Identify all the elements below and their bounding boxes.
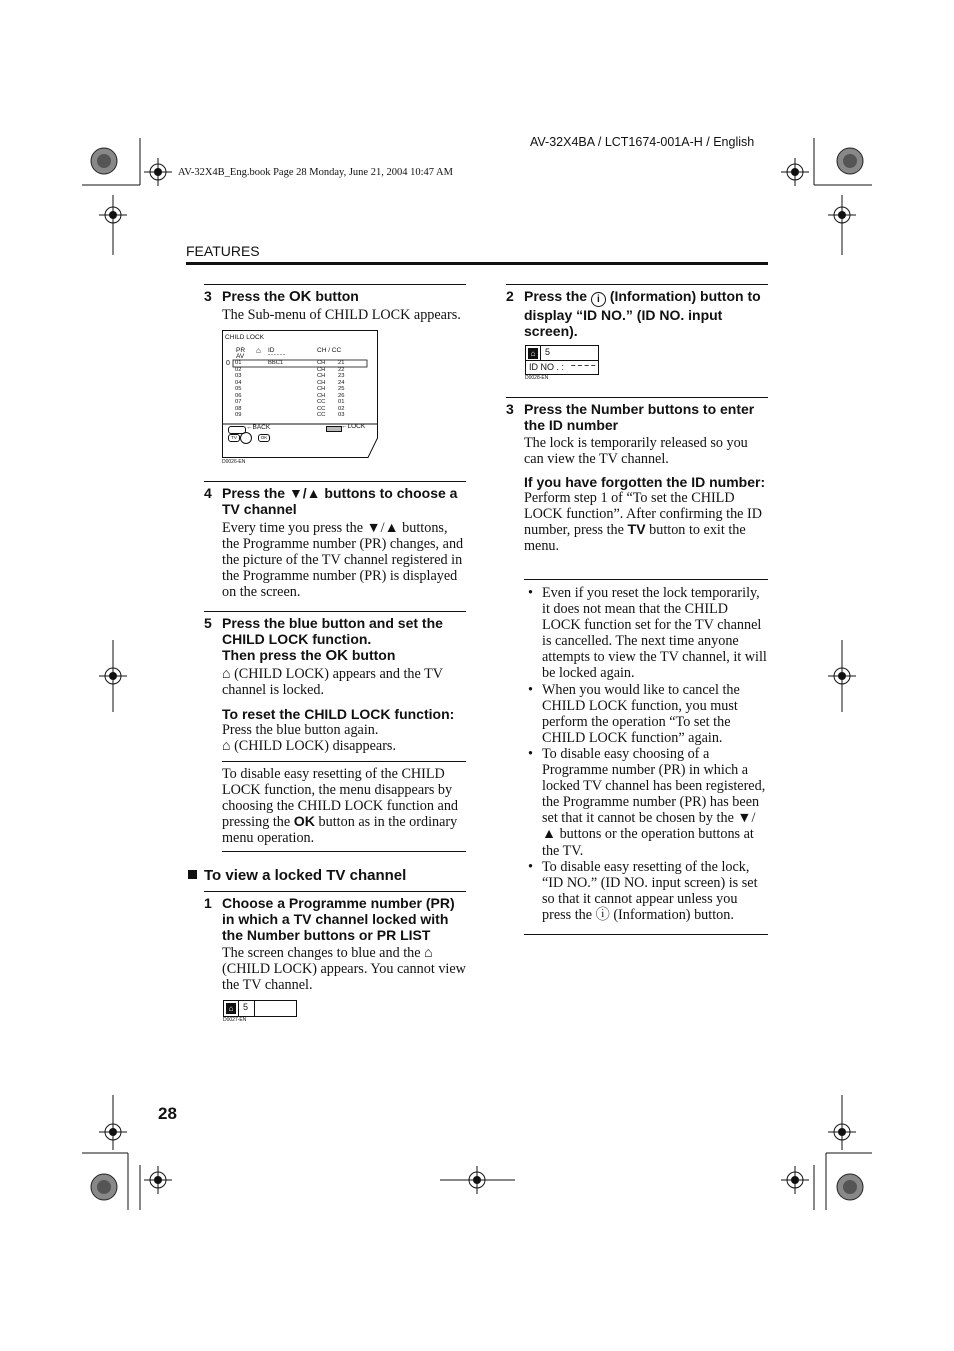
step-number: 3 xyxy=(204,288,212,304)
child-lock-icon: ⌂ xyxy=(222,666,235,682)
step-title-part: button xyxy=(347,647,396,663)
step-title: Choose a Programme number (PR) in which a TV channel locked with the Number buttons or PR LIST xyxy=(222,895,455,943)
menu-col-ch: CH / CC xyxy=(317,347,342,354)
menu-cell-pr: 07 xyxy=(235,399,242,405)
divider xyxy=(222,851,466,852)
tv-glyph: TV xyxy=(627,522,646,538)
figure-code: D0027-EN xyxy=(223,1017,247,1023)
menu-cell-cc: 01 xyxy=(338,399,345,405)
lock-icon: ⌂ xyxy=(256,346,261,355)
blue-button-icon xyxy=(326,426,342,432)
menu-col-id: ID xyxy=(268,347,275,354)
lock-display-box xyxy=(223,1000,297,1017)
menu-cell-ch: CH xyxy=(317,373,326,379)
reset-line-1: Press the blue button again. xyxy=(222,722,379,738)
menu-cell-ch: CH xyxy=(317,392,326,399)
book-info-line: AV-32X4B_Eng.book Page 28 Monday, June 21, 2004 10:47 AM xyxy=(178,167,453,178)
dpad-icon xyxy=(240,432,252,444)
list-item: • When you would like to cancel the CHILD LOCK function, you must perform the operation “To set the CHILD LOCK function” again. xyxy=(524,682,768,746)
menu-cell-ch: CH xyxy=(317,386,326,392)
figure-code: D0026-EN xyxy=(222,459,246,465)
divider xyxy=(506,284,768,285)
divider xyxy=(524,579,768,580)
square-bullet-icon xyxy=(188,870,197,879)
id-dashes: ------ xyxy=(268,352,286,358)
menu-cell-ch: CC xyxy=(317,405,326,412)
divider xyxy=(222,761,466,762)
menu-cell-pr: 06 xyxy=(235,392,242,399)
ok-glyph: OK xyxy=(325,647,348,664)
right-step-3-block xyxy=(506,401,768,554)
id-no-label: ID NO . : xyxy=(529,362,565,372)
menu-col-pr: PR xyxy=(236,347,246,354)
step-number: 1 xyxy=(204,895,212,911)
right-step-2-block: 2 Press the i (Information) button to display “ID NO.” (ID NO. input screen). xyxy=(506,288,761,339)
menu-cell-cc: 02 xyxy=(338,405,345,412)
header-rule xyxy=(186,262,768,265)
menu-cell-cc: 26 xyxy=(338,392,345,399)
step-number: 2 xyxy=(506,288,514,304)
divider xyxy=(204,481,466,482)
menu-cell-pr: 01 xyxy=(235,360,242,366)
reset-title: To reset the CHILD LOCK function: xyxy=(222,706,455,722)
lock-label: ←LOCK xyxy=(341,423,366,430)
divider xyxy=(506,397,768,398)
menu-cell-cc: 23 xyxy=(338,373,345,379)
ok-glyph: OK xyxy=(293,814,315,830)
back-label: ←BACK xyxy=(246,424,271,431)
note-text: To disable easy resetting of the CHILD LOCK function, the menu disappears by choosing the CHILD LOCK function and pressing the OK button as in the ordinary menu operation. xyxy=(222,766,459,846)
box-divider xyxy=(540,346,541,360)
ok-button-icon: OK xyxy=(258,434,270,442)
figure-code: D0028-EN xyxy=(525,375,549,381)
menu-cell-ch: CH xyxy=(317,360,326,366)
menu-cell-cc: 03 xyxy=(338,412,345,418)
step-body: The screen changes to blue and the ⌂ (CHILD LOCK) appears. You cannot view the TV channel. xyxy=(222,945,466,993)
info-icon: i xyxy=(591,292,606,307)
forgot-title: If you have forgotten the ID number: xyxy=(524,474,766,490)
menu-cell-pr: 09 xyxy=(235,412,242,418)
step-body: Every time you press the ▼/▲ buttons, the Programme number (PR) changes, and the picture of the TV channel registered in the Programme number (PR) is displayed on the screen. xyxy=(222,520,464,600)
section-title: FEATURES xyxy=(186,243,260,259)
lock-icon: ⌂ xyxy=(528,348,538,359)
step-body: The Sub-menu of CHILD LOCK appears. xyxy=(222,307,461,323)
page-number: 28 xyxy=(158,1104,177,1123)
menu-rows xyxy=(234,360,368,419)
ok-glyph: OK xyxy=(288,288,312,305)
channel-number: 5 xyxy=(243,1002,249,1012)
menu-title: CHILD LOCK xyxy=(225,334,265,341)
box-divider xyxy=(238,1001,239,1016)
menu-cell-cc: 22 xyxy=(338,366,345,373)
divider xyxy=(524,934,768,935)
step-title-part: button xyxy=(311,288,359,304)
step-number: 4 xyxy=(204,485,212,501)
menu-cell-ch: CH xyxy=(317,366,326,373)
reset-line-2: ⌂ (CHILD LOCK) disappears. xyxy=(222,738,396,754)
divider xyxy=(204,284,466,285)
menu-av: AV xyxy=(236,353,245,360)
step-title-part: Press the xyxy=(222,485,289,501)
step-title-part: Press the blue button and set the CHILD LOCK function. xyxy=(222,615,443,647)
lock-icon: ⌂ xyxy=(226,1003,236,1014)
menu-cell-pr: 05 xyxy=(235,386,242,392)
menu-cell-pr: 02 xyxy=(235,366,242,373)
child-lock-icon: ⌂ xyxy=(222,738,235,754)
step-body: The lock is temporarily released so you can view the TV channel. xyxy=(524,435,748,467)
step-body: ⌂ (CHILD LOCK) appears and the TV channel is locked. xyxy=(222,666,443,698)
step-number: 3 xyxy=(506,401,514,417)
divider xyxy=(204,891,466,892)
child-lock-icon: ⌂ xyxy=(424,945,433,961)
menu-cell-ch: CC xyxy=(317,399,326,405)
menu-cell-cc: 21 xyxy=(338,360,345,366)
tv-button-icon: TV xyxy=(228,434,240,442)
view-step-1-block xyxy=(204,895,466,993)
menu-row xyxy=(234,412,368,419)
list-item: • Even if you reset the lock temporarily, it does not mean that the CHILD LOCK function set for the TV channel is cancelled. The next time anyone attempts to view the TV channel, it will be locked again. xyxy=(524,585,768,682)
box-divider xyxy=(254,1001,255,1016)
notes-list xyxy=(524,585,768,923)
menu-cell-pr: 03 xyxy=(235,373,242,379)
arrow-icons: ▼/▲ xyxy=(288,485,321,501)
menu-cell-pr: 08 xyxy=(235,405,242,412)
id-input-box xyxy=(525,345,599,375)
step-5-block xyxy=(204,615,466,754)
step-3-block xyxy=(204,288,466,323)
step-title-part: buttons to choose a TV channel xyxy=(222,485,458,517)
step-title-part: Press the xyxy=(222,288,289,304)
list-item: • To disable easy choosing of a Programme number (PR) in which a locked TV channel has been registered, the Programme number (PR) has been set that it cannot be chosen by the ▼/▲ buttons or the operation buttons at the TV. xyxy=(524,746,768,859)
menu-cell-ch: CC xyxy=(317,412,326,418)
document-id: AV-32X4BA / LCT1674-001A-H / English xyxy=(530,135,755,149)
step-title: Press the Number buttons to enter the ID number xyxy=(524,401,755,433)
view-heading: To view a locked TV channel xyxy=(188,867,406,884)
divider xyxy=(204,611,466,612)
list-item: • To disable easy resetting of the lock, “ID NO.” (ID NO. input screen) is set so that it cannot appear unless you press the ⓘ (Information) button. xyxy=(524,859,768,923)
channel-number: 5 xyxy=(545,347,551,357)
step-title-part: Then press the xyxy=(222,647,326,663)
menu-cell-cc: 24 xyxy=(338,379,345,386)
step-4-block xyxy=(204,485,466,600)
menu-cell-ch: CH xyxy=(317,379,326,386)
child-lock-menu-figure xyxy=(222,330,378,458)
indicator-icon: 0 xyxy=(226,360,230,367)
menu-cell-cc: 25 xyxy=(338,386,345,392)
id-no-dashes: – – – – xyxy=(571,361,596,370)
menu-cell-id: BBC1 xyxy=(268,360,284,366)
menu-cell-pr: 04 xyxy=(235,379,242,386)
forgot-body: Perform step 1 of “To set the CHILD LOCK function”. After confirming the ID number, press the TV button to exit the menu. xyxy=(524,490,762,554)
step-number: 5 xyxy=(204,615,212,631)
